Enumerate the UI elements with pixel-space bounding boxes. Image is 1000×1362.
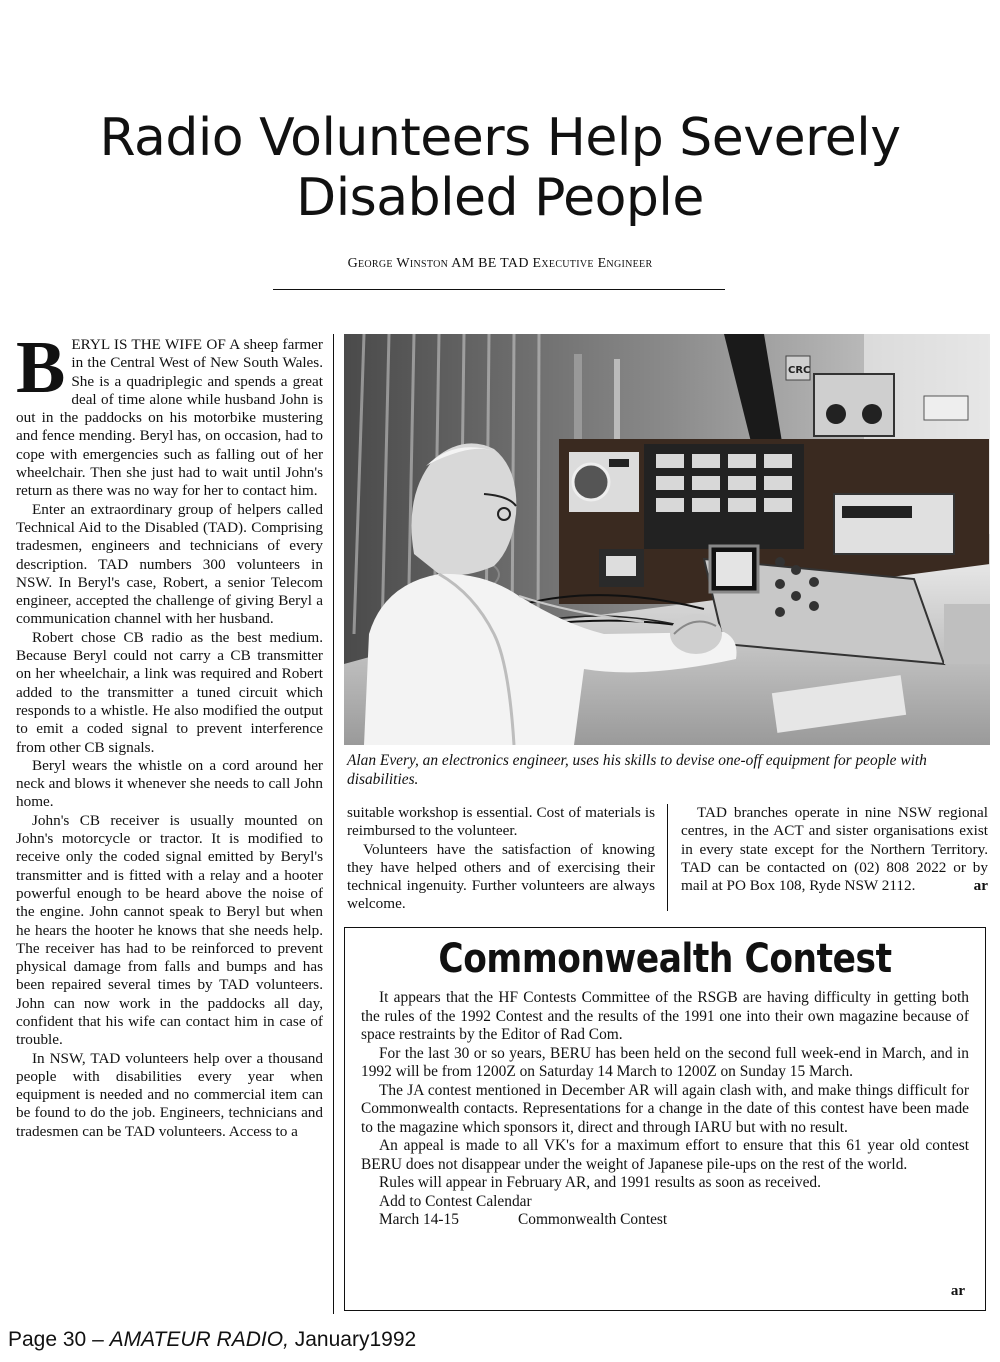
drop-cap: B	[16, 336, 66, 409]
contest-paragraph: An appeal is made to all VK's for a maximum effort to ensure that this 61 year old contest BERU does not disappear under the weight of Japanese pile-ups on the rest of the world.	[361, 1137, 969, 1173]
contest-end-mark: ar	[950, 1283, 965, 1299]
contest-paragraph: It appears that the HF Contests Committee of the RSGB are having difficulty in getting both the rules of the 1992 Contest and the results of the 1991 one into their own magazine because of space restraints by the Editor of Rad Com.	[361, 989, 969, 1043]
article-column-2	[347, 804, 655, 914]
title-line-2: Disabled People	[296, 168, 704, 228]
article-paragraph: Beryl wears the whistle on a cord around her neck and blows it whenever she needs to call John home.	[16, 756, 323, 811]
footer-date: January1992	[294, 1328, 417, 1351]
article-paragraph	[681, 804, 988, 895]
article-paragraph: Enter an extraordinary group of helpers called Technical Aid to the Disabled (TAD). Comprising tradesmen, engineers and technicians of every description. TAD numbers 300 volunteers in NSW. In Beryl's case, Robert, a senior Telecom engineer, accepted the challenge of giving Beryl a communication channel with her husband.	[16, 500, 323, 628]
article-paragraph: John's CB receiver is usually mounted on John's motorcycle or tractor. It is modified to receive only the coded signal emitted by Beryl's transmitter and is fitted with a relay and a hooter powerful enough to be heard above the noise of the engine. John cannot speak to Beryl but when he hears the hooter he knows that she needs help. The receiver has had to be reinforced to prevent physical damage from falls and bumps and has been repaired several times by TAD volunteers. John can now work in the paddocks all day, confident that his wife can contact him in case of trouble.	[16, 811, 323, 1049]
calendar-heading: Add to Contest Calendar	[379, 1192, 532, 1210]
article-paragraph: Volunteers have the satisfaction of knowing they have helped others and of exercising their technical ingenuity. Further volunteers are always welcome.	[347, 840, 655, 913]
photo-caption: Alan Every, an electronics engineer, uses his skills to devise one-off equipment for people with disabilities.	[347, 752, 927, 788]
title-line-1: Radio Volunteers Help Severely	[99, 108, 901, 168]
column-rule	[667, 804, 668, 911]
contest-paragraph: For the last 30 or so years, BERU has been held on the second full week-end in March, and in 1992 will be from 1200Z on Saturday 14 March to 1200Z on Sunday 15 March.	[361, 1044, 969, 1080]
article-paragraph: suitable workshop is essential. Cost of materials is reimbursed to the volunteer.	[347, 804, 655, 840]
footer-page: Page 30 –	[8, 1328, 104, 1351]
photo-label-text: CRC	[788, 365, 811, 376]
column-rule	[333, 334, 334, 1314]
end-mark: ar	[973, 877, 988, 895]
contest-box	[344, 927, 986, 1311]
article-paragraph: Robert chose CB radio as the best medium. Because Beryl could not carry a CB transmitter on her wheelchair, a link was required and Robert added to the transmitter a tuned circuit which responds to a whistle. He also modified the output to emit a coded signal to prevent interference from other CB signals.	[16, 628, 323, 756]
page-title	[40, 108, 960, 228]
contest-paragraph: The JA contest mentioned in December AR will again clash with, and make things difficult for Commonwealth contacts. Representations for a change in the date of this contest have been made to the magazine which sponsors it, direct and through IARU but with no result.	[361, 1081, 969, 1136]
article-column-3	[681, 804, 988, 914]
byline-rule	[273, 289, 725, 290]
contest-calendar	[361, 1193, 969, 1230]
calendar-entry	[379, 1211, 969, 1230]
byline: George Winston AM BE TAD Executive Engineer	[347, 256, 653, 271]
calendar-date: March 14-15	[379, 1211, 459, 1228]
calendar-event: Commonwealth Contest	[518, 1211, 668, 1228]
contest-title: Commonwealth Contest	[438, 936, 892, 982]
photo-illustration	[344, 334, 990, 745]
footer-publication: AMATEUR RADIO,	[109, 1328, 289, 1351]
article-paragraph: In NSW, TAD volunteers help over a thousand people with disabilities every year when equipment is needed and no commercial item can be found to do the job. Engineers, technicians and tradesmen can be TAD volunteers. Access to a	[16, 1049, 323, 1140]
page-footer	[8, 1327, 416, 1353]
contest-body	[361, 989, 969, 1230]
contest-paragraph: Rules will appear in February AR, and 1991 results as soon as received.	[379, 1174, 821, 1191]
col3-text: TAD branches operate in nine NSW regional centres, in the ACT and sister organisations exist in every state except for the Northern Territory. TAD can be contacted on (02) 808 2022 or by mail at PO Box 108, Ryde NSW 2112.	[681, 804, 988, 895]
article-column-1	[16, 336, 323, 1314]
article-photo	[344, 334, 990, 745]
lead-paragraph	[16, 336, 323, 501]
lead-text: ERYL IS THE WIFE OF A sheep farmer in the Central West of New South Wales. She is a quadriplegic and spends a great deal of time alone while husband John is out in the paddocks on his motorbike mustering and fence mending. Beryl has, on occasion, had to cope with emergencies such as falling out of her wheelchair. Then she just had to wait until John's return as there was no way for her to contact him.	[16, 336, 323, 500]
